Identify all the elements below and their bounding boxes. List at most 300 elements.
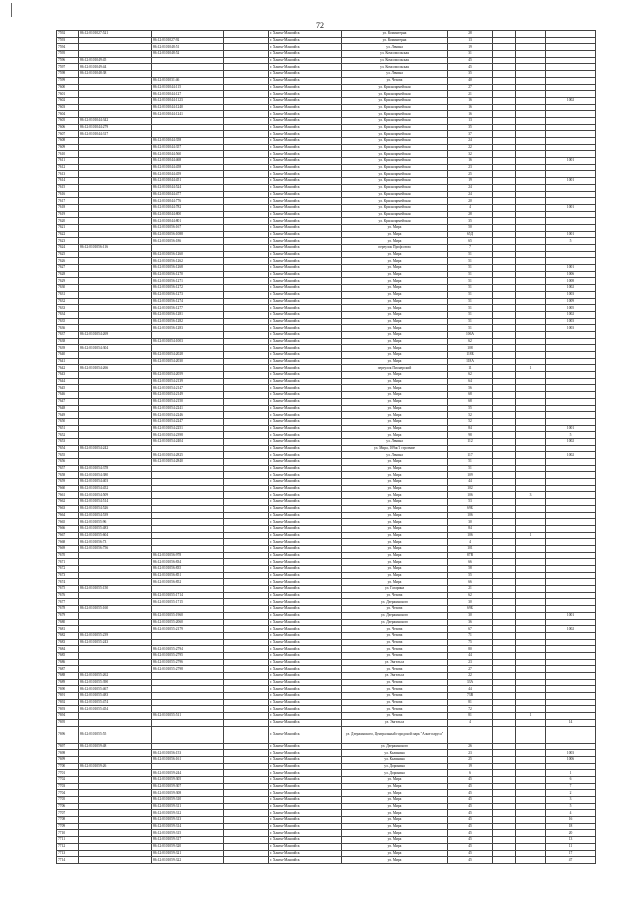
table-cell: 68	[448, 392, 493, 399]
table-cell	[493, 830, 516, 837]
table-cell: ул. Мира	[342, 251, 448, 258]
table-cell	[224, 325, 269, 332]
table-cell	[546, 37, 596, 44]
table-cell: г. Ханты-Мансийск	[269, 405, 342, 412]
table-cell: 13	[448, 37, 493, 44]
table-cell	[79, 579, 152, 586]
table-cell	[516, 499, 546, 506]
table-cell: 7626	[57, 258, 79, 265]
table-cell: ул. Доронина	[342, 763, 448, 770]
table-cell	[152, 245, 224, 252]
table-cell: 86:12:0101031:46	[152, 77, 224, 84]
table-cell	[546, 639, 596, 646]
table-cell: 84	[448, 525, 493, 532]
table-cell: 20	[448, 198, 493, 205]
table-row	[57, 750, 596, 757]
table-cell	[493, 171, 516, 178]
table-cell: ул. Чехова	[342, 652, 448, 659]
table-cell: 86:12:0101056:153	[152, 750, 224, 757]
table-cell: 7680	[57, 619, 79, 626]
table-cell	[493, 790, 516, 797]
table-cell	[79, 385, 152, 392]
table-cell: ул. Комсомольская	[342, 57, 448, 64]
table-cell: г. Ханты-Мансийск	[269, 646, 342, 653]
table-cell	[493, 378, 516, 385]
table-cell: 7698	[57, 750, 79, 757]
table-row	[57, 850, 596, 857]
table-cell: 51	[448, 305, 493, 312]
table-cell: г. Ханты-Мансийск	[269, 479, 342, 486]
table-cell	[79, 843, 152, 850]
table-cell	[493, 686, 516, 693]
table-cell	[493, 285, 516, 292]
table-cell: 86:12:0101054:2247	[152, 418, 224, 425]
table-cell: 23	[448, 164, 493, 171]
table-cell	[152, 706, 224, 713]
table-cell: г. Ханты-Мансийск	[269, 111, 342, 118]
table-cell	[493, 224, 516, 231]
table-cell: ул. Красноармейская	[342, 171, 448, 178]
table-cell	[224, 505, 269, 512]
table-row	[57, 378, 596, 385]
table-cell	[516, 124, 546, 131]
table-cell: 7593	[57, 37, 79, 44]
table-cell	[79, 298, 152, 305]
table-cell	[152, 331, 224, 338]
table-cell	[493, 659, 516, 666]
table-cell	[224, 218, 269, 225]
table-cell: 51	[448, 291, 493, 298]
table-cell	[493, 726, 516, 743]
table-cell	[79, 850, 152, 857]
table-cell: 51	[448, 325, 493, 332]
table-cell	[224, 198, 269, 205]
table-row	[57, 278, 596, 285]
table-cell	[546, 64, 596, 71]
table-cell	[79, 776, 152, 783]
table-cell	[546, 763, 596, 770]
table-cell	[224, 124, 269, 131]
table-cell: 7659	[57, 479, 79, 486]
table-cell	[79, 111, 152, 118]
table-cell: 86:12:0101056:1273	[152, 291, 224, 298]
table-cell	[79, 305, 152, 312]
table-cell: 86:12:0101027:92	[152, 37, 224, 44]
table-cell	[493, 325, 516, 332]
table-cell: 7711	[57, 837, 79, 844]
table-row	[57, 810, 596, 817]
table-cell	[516, 298, 546, 305]
table-cell: 86:12:0101054:509	[79, 492, 152, 499]
table-cell: г. Ханты-Мансийск	[269, 492, 342, 499]
table-cell: 32	[448, 151, 493, 158]
table-cell	[493, 505, 516, 512]
table-cell	[546, 352, 596, 359]
table-cell	[79, 211, 152, 218]
table-cell	[493, 345, 516, 352]
table-row	[57, 171, 596, 178]
table-cell	[493, 545, 516, 552]
table-cell	[546, 679, 596, 686]
table-cell	[516, 138, 546, 145]
table-cell	[493, 151, 516, 158]
table-cell: г. Ханты-Мансийск	[269, 459, 342, 466]
table-cell	[493, 77, 516, 84]
table-cell: г. Ханты-Мансийск	[269, 158, 342, 165]
table-cell	[493, 465, 516, 472]
table-cell	[546, 191, 596, 198]
table-cell	[516, 776, 546, 783]
table-cell: 7606	[57, 124, 79, 131]
table-cell	[224, 178, 269, 185]
table-cell	[224, 51, 269, 58]
table-cell: г. Ханты-Мансийск	[269, 666, 342, 673]
table-cell	[493, 298, 516, 305]
table-cell: 45	[448, 783, 493, 790]
table-cell: 51	[448, 265, 493, 272]
table-cell	[152, 673, 224, 680]
table-cell	[224, 425, 269, 432]
table-cell	[224, 726, 269, 743]
table-cell: 86:12:0101055:2798	[152, 666, 224, 673]
table-cell	[224, 184, 269, 191]
table-cell: 86:12:0101056:1088	[152, 231, 224, 238]
table-cell: г. Ханты-Мансийск	[269, 117, 342, 124]
table-cell	[516, 465, 546, 472]
table-row	[57, 325, 596, 332]
table-cell: 86:12:0101055:1960	[152, 612, 224, 619]
table-cell: ул. Мира	[342, 425, 448, 432]
table-cell: 7673	[57, 572, 79, 579]
table-cell: 86:12:0101055:390	[79, 679, 152, 686]
table-cell: г. Ханты-Мансийск	[269, 104, 342, 111]
table-cell: 7693	[57, 706, 79, 713]
table-cell: 7713	[57, 850, 79, 857]
table-cell: 86:12:0101056:1271	[152, 278, 224, 285]
table-cell	[79, 425, 152, 432]
table-cell: г. Ханты-Мансийск	[269, 331, 342, 338]
table-cell	[79, 77, 152, 84]
table-cell: 86:12:0101055:96	[79, 519, 152, 526]
table-cell	[516, 586, 546, 593]
table-cell	[493, 311, 516, 318]
table-cell: 25	[448, 171, 493, 178]
table-cell	[224, 31, 269, 38]
table-row	[57, 258, 596, 265]
table-cell	[546, 57, 596, 64]
table-cell: 86:12:0101059:311	[152, 803, 224, 810]
table-cell	[79, 750, 152, 757]
table-cell	[152, 479, 224, 486]
table-cell: ул. Чехова	[342, 686, 448, 693]
table-cell: 13	[448, 117, 493, 124]
table-cell: 24	[448, 184, 493, 191]
table-cell: 81	[448, 699, 493, 706]
table-cell	[79, 265, 152, 272]
table-cell	[546, 499, 596, 506]
table-row	[57, 131, 596, 138]
table-cell	[224, 646, 269, 653]
table-cell: 7628	[57, 271, 79, 278]
table-cell: 7666	[57, 525, 79, 532]
table-cell: 80	[448, 646, 493, 653]
table-cell	[224, 612, 269, 619]
table-cell: 86:12:0101056:1272	[152, 285, 224, 292]
table-cell	[516, 552, 546, 559]
table-cell	[516, 338, 546, 345]
table-row	[57, 57, 596, 64]
table-cell: 69Б	[448, 606, 493, 613]
table-cell: 86:12:0101044:342	[79, 117, 152, 124]
table-cell: 7657	[57, 465, 79, 472]
table-cell	[546, 666, 596, 673]
table-cell: г. Ханты-Мансийск	[269, 472, 342, 479]
table-cell: 5	[546, 238, 596, 245]
table-cell: г. Ханты-Мансийск	[269, 797, 342, 804]
table-cell: г. Ханты-Мансийск	[269, 218, 342, 225]
table-cell	[493, 519, 516, 526]
table-cell: 19	[448, 44, 493, 51]
table-cell: 51	[448, 311, 493, 318]
table-cell: ул. Мира	[342, 857, 448, 864]
table-cell	[493, 64, 516, 71]
table-cell: г. Ханты-Мансийск	[269, 164, 342, 171]
table-cell: 86:12:0101055:1714	[152, 592, 224, 599]
table-cell: г. Ханты-Мансийск	[269, 178, 342, 185]
table-cell: 53	[448, 499, 493, 506]
table-row	[57, 151, 596, 158]
table-cell: ул. Мира	[342, 331, 448, 338]
table-cell: 86:12:0101054:452	[79, 485, 152, 492]
table-cell: 86:12:0101044:560	[152, 151, 224, 158]
table-cell	[79, 204, 152, 211]
table-cell	[493, 713, 516, 720]
table-cell: г. Ханты-Мансийск	[269, 693, 342, 700]
table-cell: 52	[448, 418, 493, 425]
table-cell	[493, 719, 516, 726]
table-cell: г. Ханты-Мансийск	[269, 245, 342, 252]
table-cell: 86:12:0101055:511	[152, 713, 224, 720]
table-cell	[493, 104, 516, 111]
table-row	[57, 505, 596, 512]
table-cell: 1003	[546, 291, 596, 298]
table-cell	[516, 231, 546, 238]
table-row	[57, 77, 596, 84]
table-cell	[493, 318, 516, 325]
table-cell: 28	[448, 211, 493, 218]
table-cell	[493, 392, 516, 399]
table-cell: ул. Мира	[342, 810, 448, 817]
table-cell: г. Ханты-Мансийск	[269, 719, 342, 726]
table-cell: 101	[448, 545, 493, 552]
table-cell	[224, 285, 269, 292]
table-cell: 118Б	[448, 352, 493, 359]
table-cell	[493, 358, 516, 365]
table-cell	[224, 465, 269, 472]
table-cell: 55	[448, 405, 493, 412]
table-row	[57, 111, 596, 118]
table-cell	[152, 519, 224, 526]
table-cell	[493, 459, 516, 466]
table-cell: 45	[448, 810, 493, 817]
table-cell	[224, 338, 269, 345]
table-cell	[516, 331, 546, 338]
table-cell: 7643	[57, 372, 79, 379]
table-cell	[493, 586, 516, 593]
table-cell	[493, 425, 516, 432]
table-row	[57, 164, 596, 171]
table-cell	[79, 37, 152, 44]
table-cell	[516, 398, 546, 405]
table-cell	[546, 525, 596, 532]
table-row	[57, 238, 596, 245]
table-cell: 7	[546, 783, 596, 790]
table-cell: 45	[448, 823, 493, 830]
table-cell	[546, 472, 596, 479]
table-cell: г. Ханты-Мансийск	[269, 843, 342, 850]
table-cell: г. Ханты-Мансийск	[269, 485, 342, 492]
table-cell	[79, 412, 152, 419]
table-cell	[493, 559, 516, 566]
table-cell	[516, 612, 546, 619]
table-cell	[224, 445, 269, 452]
table-cell: г. Ханты-Мансийск	[269, 131, 342, 138]
table-cell	[493, 111, 516, 118]
table-cell	[546, 171, 596, 178]
table-cell	[152, 532, 224, 539]
table-cell	[516, 37, 546, 44]
table-row	[57, 445, 596, 452]
table-cell	[516, 305, 546, 312]
table-cell: ул. Мира	[342, 572, 448, 579]
table-cell: 7633	[57, 305, 79, 312]
table-cell: 1003	[546, 325, 596, 332]
table-cell: 7689	[57, 679, 79, 686]
table-cell	[224, 837, 269, 844]
table-cell	[224, 686, 269, 693]
table-cell: ул. Красноармейская	[342, 104, 448, 111]
table-cell: 86:12:0101059:48	[79, 743, 152, 750]
table-cell: ул. Мира	[342, 552, 448, 559]
table-cell	[224, 57, 269, 64]
table-cell	[224, 291, 269, 298]
table-cell: г. Ханты-Мансийск	[269, 57, 342, 64]
table-cell	[79, 592, 152, 599]
table-cell: 7619	[57, 211, 79, 218]
table-cell	[493, 770, 516, 777]
table-cell: г. Ханты-Мансийск	[269, 71, 342, 78]
table-cell	[79, 151, 152, 158]
table-cell	[152, 606, 224, 613]
table-cell: ул. Мира	[342, 797, 448, 804]
table-cell	[224, 251, 269, 258]
table-cell	[516, 44, 546, 51]
table-cell: ул. Красноармейская	[342, 211, 448, 218]
table-cell: переулок Профсоюза	[342, 245, 448, 252]
table-cell	[516, 64, 546, 71]
table-cell	[224, 586, 269, 593]
table-cell	[493, 211, 516, 218]
table-cell: г. Ханты-Мансийск	[269, 612, 342, 619]
table-cell	[224, 131, 269, 138]
table-cell: 86:12:0101044:782	[152, 204, 224, 211]
table-cell: г. Ханты-Мансийск	[269, 345, 342, 352]
table-cell: 7644	[57, 378, 79, 385]
table-cell: г. Ханты-Мансийск	[269, 278, 342, 285]
table-cell: 86:12:0101044:1241	[152, 111, 224, 118]
table-cell	[448, 445, 493, 452]
table-cell	[546, 673, 596, 680]
table-cell: г. Ханты-Мансийск	[269, 673, 342, 680]
table-cell: г. Ханты-Мансийск	[269, 699, 342, 706]
table-row	[57, 586, 596, 593]
table-cell	[516, 850, 546, 857]
table-cell: ул. Чехова	[342, 606, 448, 613]
table-cell	[516, 592, 546, 599]
table-cell: г. Ханты-Мансийск	[269, 579, 342, 586]
table-cell: ул. Мира	[342, 418, 448, 425]
table-cell	[546, 505, 596, 512]
table-cell	[224, 37, 269, 44]
table-cell: ул. Ленина	[342, 452, 448, 459]
table-cell: г. Ханты-Мансийск	[269, 211, 342, 218]
table-cell: 86:12:0101044:776	[152, 198, 224, 205]
table-row	[57, 532, 596, 539]
table-cell	[493, 432, 516, 439]
table-cell: ул. Мира	[342, 432, 448, 439]
table-cell: 7650	[57, 418, 79, 425]
table-cell: 86:12:0101044:115	[152, 84, 224, 91]
table-cell: ул. Мира	[342, 298, 448, 305]
table-cell: 7701	[57, 770, 79, 777]
table-cell: 55	[448, 572, 493, 579]
table-cell: 16	[448, 104, 493, 111]
table-cell: 45	[448, 797, 493, 804]
table-cell: 1002	[546, 285, 596, 292]
table-cell	[224, 305, 269, 312]
table-cell	[546, 659, 596, 666]
table-cell: ул. Мира	[342, 392, 448, 399]
table-cell: 7658	[57, 472, 79, 479]
table-cell	[546, 586, 596, 593]
table-cell: г. Ханты-Мансийск	[269, 318, 342, 325]
table-cell	[79, 392, 152, 399]
table-row	[57, 673, 596, 680]
table-cell: 35	[448, 124, 493, 131]
table-cell: г. Ханты-Мансийск	[269, 830, 342, 837]
table-row	[57, 465, 596, 472]
table-cell	[516, 646, 546, 653]
table-cell: ул. Чехова	[342, 706, 448, 713]
table-cell	[546, 111, 596, 118]
table-cell	[224, 71, 269, 78]
table-cell: 108	[448, 345, 493, 352]
table-row	[57, 204, 596, 211]
table-cell: 7595	[57, 51, 79, 58]
table-cell: 7682	[57, 632, 79, 639]
table-cell	[79, 857, 152, 864]
table-cell: ул. Мира	[342, 505, 448, 512]
table-cell: 19	[448, 763, 493, 770]
table-cell: 86:12:0101054:2149	[152, 392, 224, 399]
table-cell: г. Ханты-Мансийск	[269, 84, 342, 91]
table-cell	[546, 512, 596, 519]
table-row	[57, 418, 596, 425]
table-cell: 86:12:0101059:307	[152, 783, 224, 790]
table-cell	[224, 352, 269, 359]
table-cell: г. Ханты-Мансийск	[269, 37, 342, 44]
table-cell: 86:12:0101044:1123	[152, 97, 224, 104]
